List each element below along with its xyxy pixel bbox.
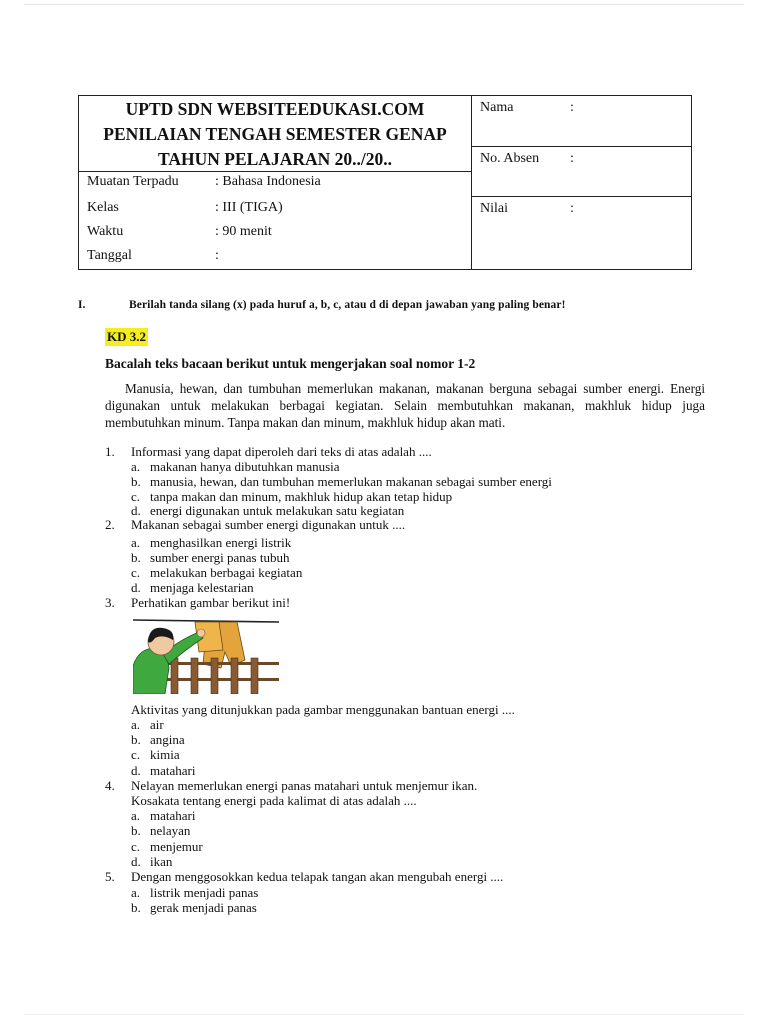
- option-text: menjaga kelestarian: [150, 580, 254, 595]
- option-text: tanpa makan dan minum, makhluk hidup akan tetap hidup: [150, 489, 453, 504]
- option-letter: a.: [131, 535, 141, 550]
- section-number: I.: [78, 299, 86, 311]
- option-text: angina: [150, 732, 185, 747]
- question-text: Makanan sebagai sumber energi digunakan untuk ....: [131, 517, 406, 532]
- instruction-text: Berilah tanda silang (x) pada huruf a, b, c, atau d di depan jawaban yang paling benar!: [129, 299, 566, 311]
- option-letter: c.: [131, 565, 141, 580]
- question-text: Nelayan memerlukan energi panas matahari untuk menjemur ikan.: [131, 778, 478, 793]
- option-text: listrik menjadi panas: [150, 885, 259, 900]
- option-text: manusia, hewan, dan tumbuhan memerlukan makanan sebagai sumber energi: [150, 474, 552, 489]
- option-letter: b.: [131, 900, 141, 915]
- exam-name: PENILAIAN TENGAH SEMESTER GENAP: [103, 124, 447, 144]
- option-text: menjemur: [150, 839, 203, 854]
- question-number: 1.: [105, 444, 115, 459]
- option-letter: d.: [131, 854, 141, 869]
- option-letter: b.: [131, 732, 141, 747]
- academic-year: TAHUN PELAJARAN 20../20..: [158, 149, 392, 169]
- option-text: makanan hanya dibutuhkan manusia: [150, 459, 340, 474]
- option-text: sumber energi panas tubuh: [150, 550, 290, 565]
- question-number: 5.: [105, 869, 115, 884]
- option-letter: d.: [131, 503, 141, 518]
- option-text: menghasilkan energi listrik: [150, 535, 292, 550]
- option-letter: c.: [131, 489, 141, 504]
- option-text: gerak menjadi panas: [150, 900, 257, 915]
- reading-title: Bacalah teks bacaan berikut untuk mengerjakan soal nomor 1-2: [105, 356, 476, 371]
- option-text: melakukan berbagai kegiatan: [150, 565, 303, 580]
- option-text: matahari: [150, 808, 196, 823]
- question-number: 3.: [105, 595, 115, 610]
- option-letter: a.: [131, 808, 141, 823]
- page-top-edge: [24, 4, 744, 5]
- question-text: Perhatikan gambar berikut ini!: [131, 595, 291, 610]
- page-bottom-edge: [24, 1014, 744, 1015]
- option-letter: b.: [131, 474, 141, 489]
- reading-paragraph: Manusia, hewan, dan tumbuhan memerlukan makanan, makanan berguna sebagai sumber energi. Energi digunakan untuk melakukan berbagai kegiatan. Selain membutuhkan makanan, makhluk hidup juga membutuhkan minum. Tanpa makan dan minum, makhluk hidup akan mati.: [105, 381, 705, 430]
- option-letter: b.: [131, 550, 141, 565]
- option-text: air: [150, 717, 164, 732]
- kd-label: KD 3.2: [107, 329, 146, 344]
- option-letter: d.: [131, 580, 141, 595]
- option-text: nelayan: [150, 823, 191, 838]
- exam-header-table: UPTD SDN WEBSITEEDUKASI.COM PENILAIAN TENGAH SEMESTER GENAP TAHUN PELAJARAN 20../20.. Muatan Terpadu : Bahasa Indonesia Kelas : III (TIGA) Waktu : 90 menit Tanggal : Nama : No. Absen : Nilai :: [78, 95, 692, 270]
- option-letter: a.: [131, 717, 141, 732]
- exam-title-block: [79, 96, 471, 172]
- score-field: Nilai :: [480, 201, 574, 216]
- question-text: Dengan menggosokkan kedua telapak tangan akan mengubah energi ....: [131, 869, 504, 884]
- option-text: matahari: [150, 763, 196, 778]
- question-number: 2.: [105, 517, 115, 532]
- question-text: Informasi yang dapat diperoleh dari teks di atas adalah ....: [131, 444, 432, 459]
- question-followup: Kosakata tentang energi pada kalimat di atas adalah ....: [131, 793, 417, 808]
- option-letter: b.: [131, 823, 141, 838]
- option-text: energi digunakan untuk melakukan satu kegiatan: [150, 503, 405, 518]
- school-name: UPTD SDN WEBSITEEDUKASI.COM: [125, 99, 425, 119]
- question-number: 4.: [105, 778, 115, 793]
- child-hanging-laundry-illustration: [133, 614, 279, 694]
- option-letter: a.: [131, 459, 141, 474]
- option-text: kimia: [150, 747, 180, 762]
- option-letter: a.: [131, 885, 141, 900]
- option-text: ikan: [150, 854, 173, 869]
- question-followup: Aktivitas yang ditunjukkan pada gambar menggunakan bantuan energi ....: [131, 702, 515, 717]
- option-letter: c.: [131, 747, 141, 762]
- option-letter: c.: [131, 839, 141, 854]
- option-letter: d.: [131, 763, 141, 778]
- name-field: Nama :: [472, 96, 692, 147]
- absence-number-field: No. Absen :: [472, 147, 692, 197]
